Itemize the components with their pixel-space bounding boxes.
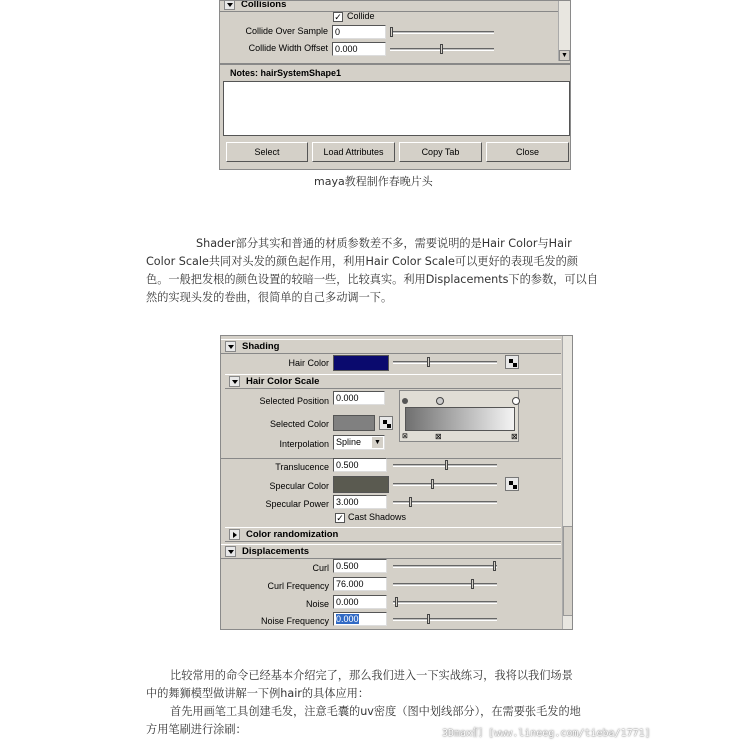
interpolation-label: Interpolation <box>279 439 329 449</box>
noise-frequency-slider[interactable] <box>393 613 497 625</box>
specular-power-label: Specular Power <box>265 499 329 509</box>
expand-arrow-icon[interactable] <box>229 529 240 540</box>
curl-label: Curl <box>312 563 329 573</box>
noise-frequency-value: 0.000 <box>336 614 359 624</box>
interpolation-value: Spline <box>336 437 362 447</box>
curl-frequency-slider[interactable] <box>393 578 497 590</box>
paragraph-1 <box>146 235 616 307</box>
select-button[interactable]: Select <box>226 142 308 162</box>
translucence-label: Translucence <box>275 462 329 472</box>
shading-header-label: Shading <box>242 341 280 352</box>
translucence-field[interactable]: 0.500 <box>333 458 387 472</box>
hair-color-label: Hair Color <box>288 358 329 368</box>
specular-color-swatch[interactable] <box>333 476 389 493</box>
close-button[interactable]: Close <box>486 142 569 162</box>
para1-line: Shader部分其实和普通的材质参数差不多，需要说明的是Hair Color与Hair <box>196 237 572 250</box>
color-ramp-editor[interactable] <box>399 390 519 442</box>
color-randomization-section-header[interactable] <box>225 527 561 542</box>
para2-line: 方用笔刷进行涂刷： <box>146 723 247 736</box>
collide-over-sample-slider[interactable] <box>390 26 494 38</box>
cast-shadows-checkbox[interactable]: ✓ <box>336 513 344 523</box>
scrollbar[interactable] <box>558 1 570 61</box>
copy-tab-button[interactable]: Copy Tab <box>399 142 482 162</box>
collide-width-offset-field[interactable]: 0.000 <box>332 42 386 56</box>
hair-color-slider[interactable] <box>393 356 497 368</box>
scrollbar[interactable] <box>562 336 573 630</box>
para1-line: Color Scale共同对头发的颜色起作用，利用Hair Color Scale可以更好的表现毛发的颜 <box>146 255 578 268</box>
notes-label: Notes: hairSystemShape1 <box>230 68 342 78</box>
map-texture-icon[interactable] <box>505 477 519 491</box>
hair-color-scale-header-label: Hair Color Scale <box>246 376 320 387</box>
curl-field[interactable]: 0.500 <box>333 559 387 573</box>
scroll-thumb[interactable] <box>563 526 573 616</box>
noise-field[interactable]: 0.000 <box>333 595 387 609</box>
curl-slider[interactable] <box>393 560 497 572</box>
collide-width-offset-slider[interactable] <box>390 43 494 55</box>
scroll-down-icon[interactable]: ▼ <box>559 50 570 61</box>
collisions-header-label: Collisions <box>241 0 287 10</box>
selected-position-field[interactable]: 0.000 <box>333 391 385 405</box>
para2-line: 比较常用的命令已经基本介绍完了，那么我们进入一下实战练习，我将以我们场景 <box>170 669 573 682</box>
specular-power-field[interactable]: 3.000 <box>333 495 387 509</box>
translucence-slider[interactable] <box>393 459 497 471</box>
collide-width-offset-label: Collide Width Offset <box>248 43 328 53</box>
watermark: 3Dmax们 [www.lineeg.com/tieba/1771] <box>442 728 651 739</box>
noise-slider[interactable] <box>393 596 497 608</box>
para1-line: 然的实现头发的卷曲，很简单的自己多动调一下。 <box>146 291 393 304</box>
ramp-handle-icon[interactable] <box>402 398 408 404</box>
selected-position-label: Selected Position <box>259 396 329 406</box>
displacements-section-header[interactable] <box>221 544 561 559</box>
para2-line: 中的舞狮模型做讲解一下例hair的具体应用： <box>146 687 370 700</box>
collapse-arrow-icon[interactable] <box>225 341 236 352</box>
displacements-header-label: Displacements <box>242 546 310 557</box>
collapse-arrow-icon[interactable] <box>225 546 236 557</box>
collide-over-sample-label: Collide Over Sample <box>245 26 328 36</box>
map-texture-icon[interactable] <box>505 355 519 369</box>
collisions-section-header[interactable] <box>220 0 560 12</box>
map-texture-icon[interactable] <box>379 416 393 430</box>
attribute-editor-shading-panel <box>220 335 573 630</box>
collide-label: Collide <box>347 11 375 21</box>
collide-checkbox[interactable]: ✓ <box>334 12 342 22</box>
attribute-editor-collisions-panel <box>219 0 571 170</box>
chevron-down-icon[interactable]: ▼ <box>372 437 383 448</box>
ramp-delete-icon[interactable]: ⊠ <box>511 432 518 441</box>
hair-color-scale-section-header[interactable] <box>225 374 561 389</box>
selected-color-swatch[interactable] <box>333 415 375 431</box>
specular-power-slider[interactable] <box>393 496 497 508</box>
image-caption: maya教程制作春晚片头 <box>314 175 433 188</box>
noise-frequency-label: Noise Frequency <box>260 616 329 626</box>
specular-color-label: Specular Color <box>269 481 329 491</box>
color-randomization-header-label: Color randomization <box>246 529 339 540</box>
shading-section-header[interactable] <box>221 339 561 354</box>
load-attributes-button[interactable]: Load Attributes <box>312 142 395 162</box>
cast-shadows-label: Cast Shadows <box>348 512 407 522</box>
ramp-delete-icon[interactable]: ⊠ <box>435 432 442 441</box>
ramp-gradient[interactable] <box>405 407 515 431</box>
curl-frequency-label: Curl Frequency <box>267 581 329 591</box>
ramp-handle-icon[interactable] <box>436 397 444 405</box>
hair-color-swatch[interactable] <box>333 355 389 371</box>
selected-color-label: Selected Color <box>269 419 329 429</box>
interpolation-select[interactable] <box>333 435 385 450</box>
noise-label: Noise <box>305 599 329 609</box>
ramp-delete-icon[interactable]: ⊠ <box>402 433 408 440</box>
specular-color-slider[interactable] <box>393 478 497 490</box>
notes-textarea[interactable] <box>223 81 570 136</box>
para2-line: 首先用画笔工具创建毛发，注意毛囊的uv密度（图中划线部分），在需要张毛发的地 <box>170 705 581 718</box>
collapse-arrow-icon[interactable] <box>229 376 240 387</box>
collide-over-sample-field[interactable]: 0 <box>332 25 386 39</box>
noise-frequency-field[interactable] <box>333 612 387 626</box>
ramp-handle-icon[interactable] <box>512 397 520 405</box>
collapse-arrow-icon[interactable] <box>224 0 235 10</box>
para1-line: 色。一般把发根的颜色设置的较暗一些，比较真实。利用Displacements下的参数，可以自 <box>146 273 598 286</box>
curl-frequency-field[interactable]: 76.000 <box>333 577 387 591</box>
